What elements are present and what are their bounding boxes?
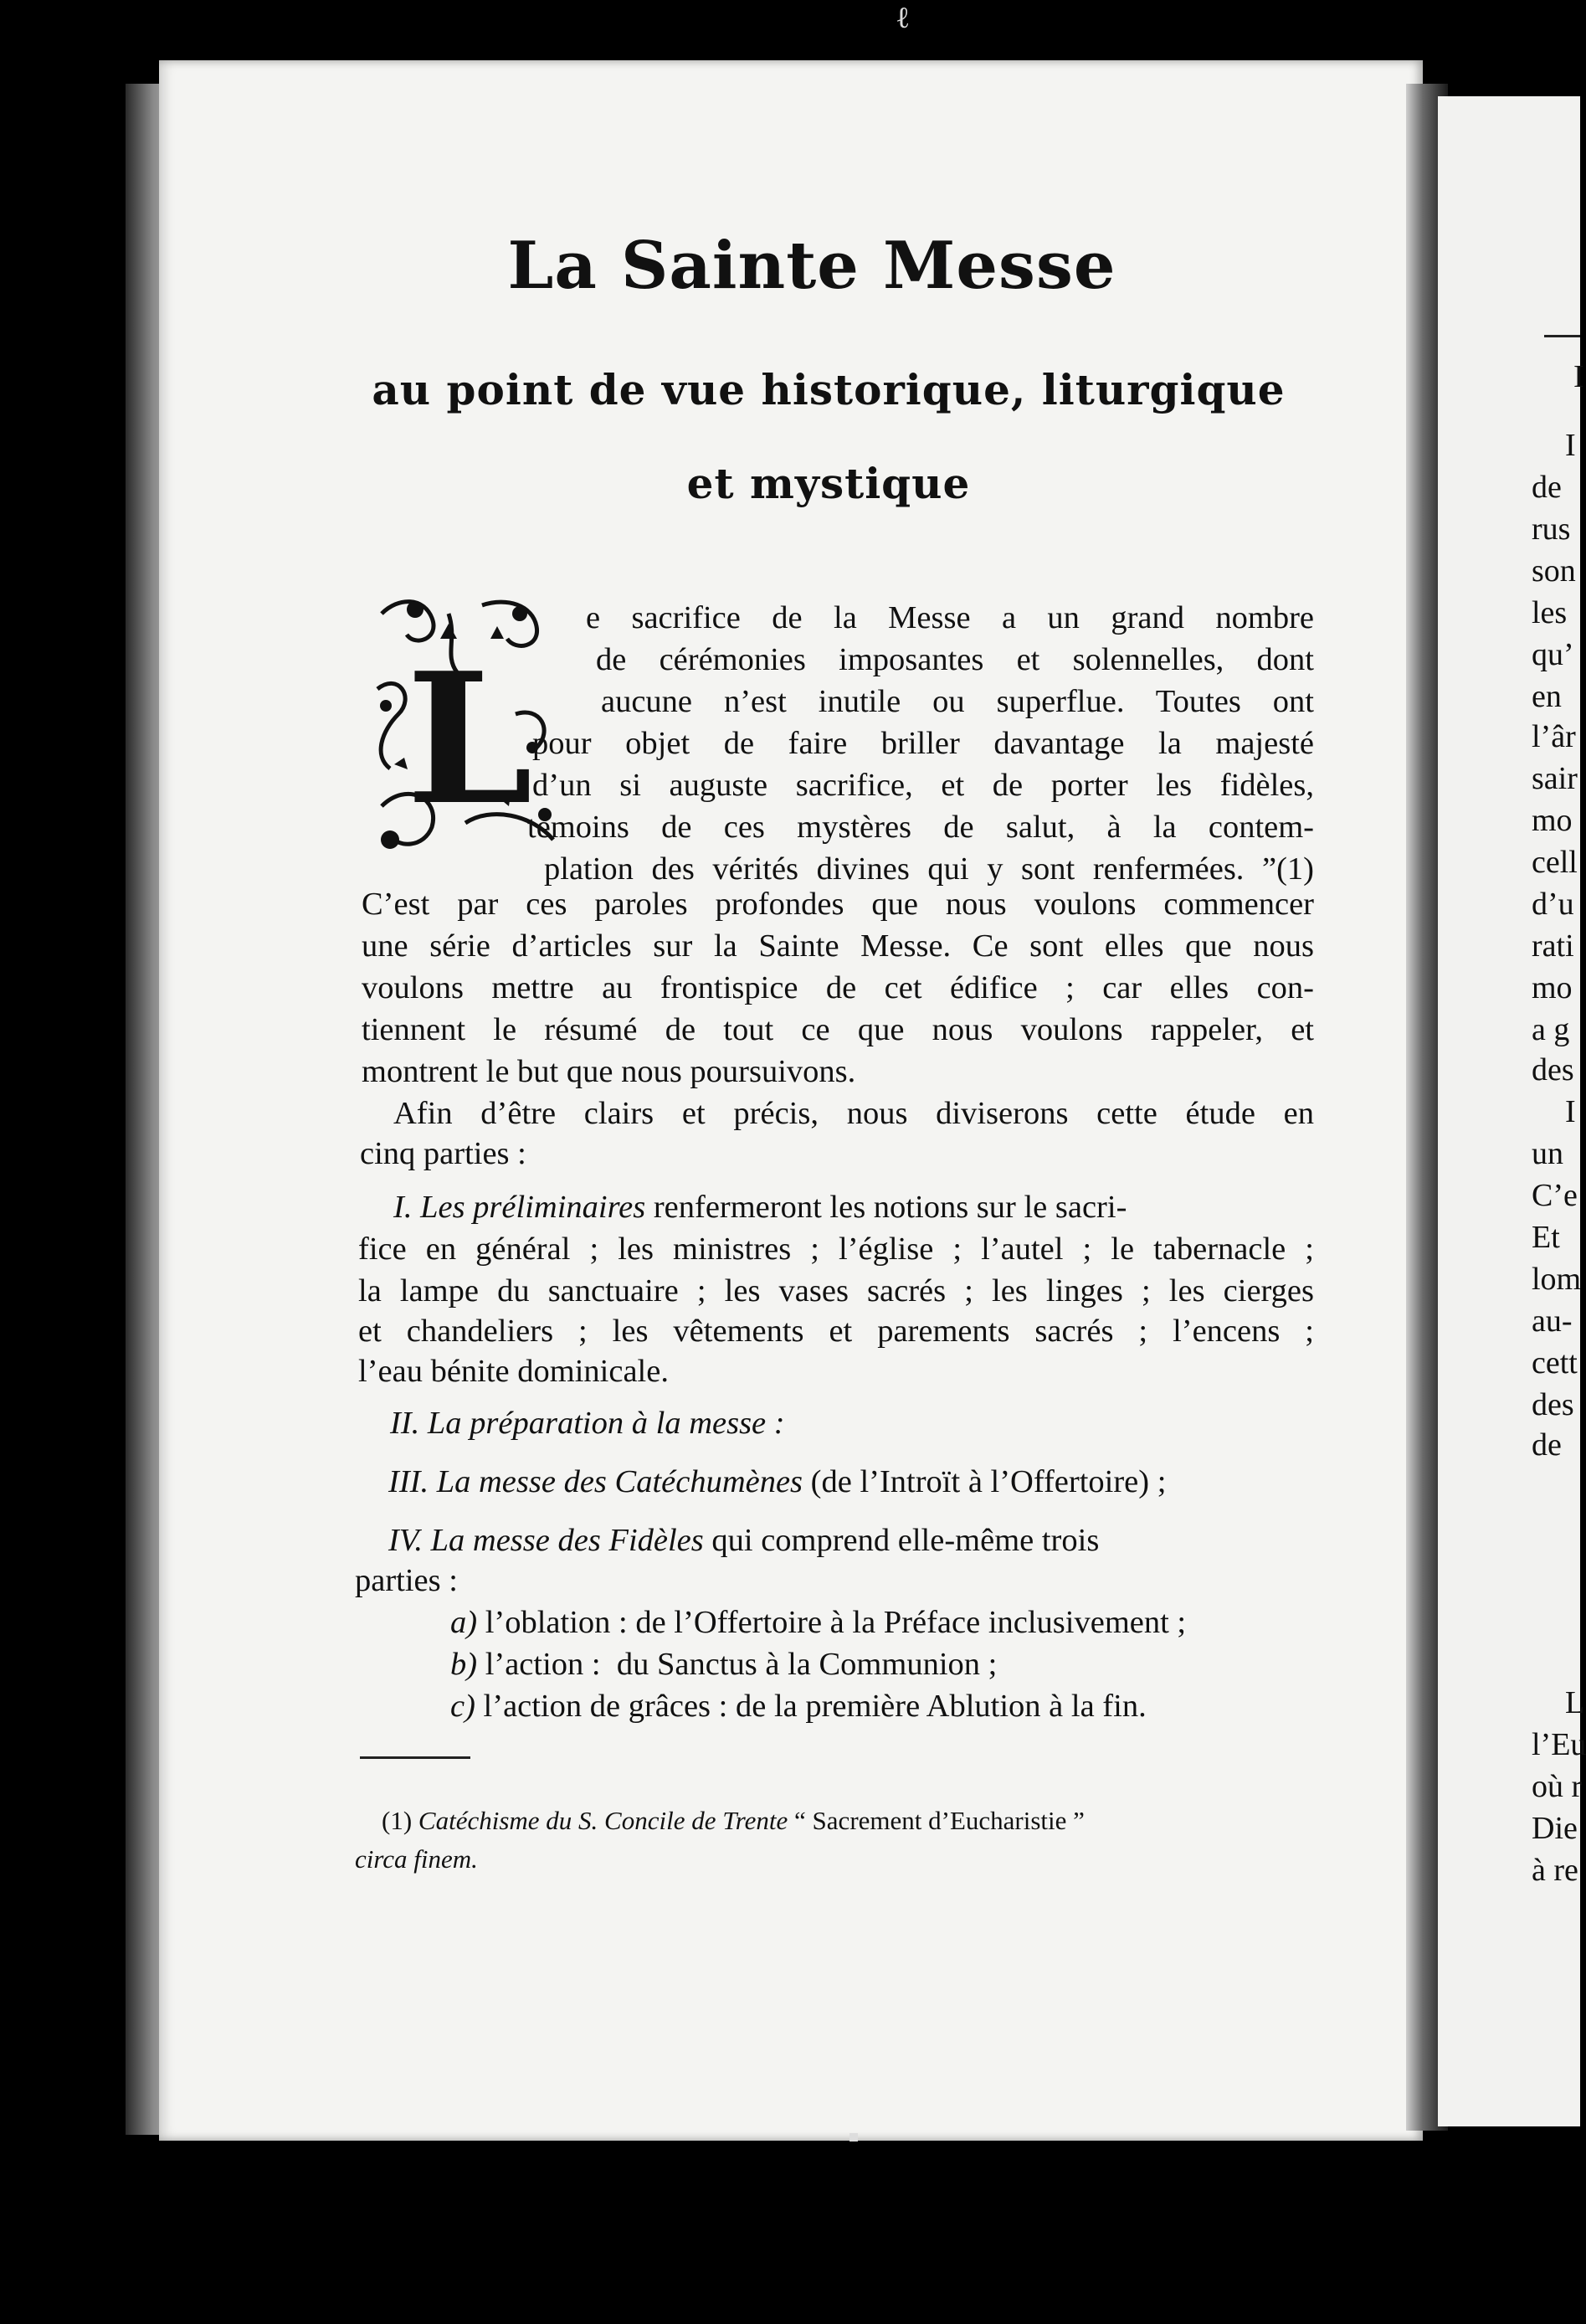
scan-mark-top: ℓ <box>896 1 911 34</box>
adjacent-fragment: lom <box>1532 1262 1582 1297</box>
adjacent-fragment: Die <box>1532 1811 1578 1846</box>
para1-line-1: C’est par ces paroles profondes que nous voulons commencer <box>362 887 1314 922</box>
page-title: La Sainte Messe <box>507 228 1116 304</box>
section4-line-2: parties : <box>355 1563 458 1598</box>
adjacent-fragment: où r <box>1532 1769 1583 1804</box>
adjacent-fragment: son <box>1532 553 1576 589</box>
adjacent-fragment: en <box>1532 679 1562 714</box>
section1-line-2: fice en général ; les ministres ; l’église ; l’autel ; le tabernacle ; <box>358 1231 1314 1267</box>
adjacent-fragment: I <box>1565 428 1576 463</box>
adjacent-fragment: de <box>1532 1427 1562 1463</box>
subpart-a-text: l’oblation : de l’Offertoire à la Préface inclusivement ; <box>477 1605 1187 1640</box>
adjacent-fragment: mo <box>1532 970 1573 1005</box>
adjacent-fragment: un <box>1532 1136 1563 1171</box>
para1-line-2: une série d’articles sur la Sainte Messe. Ce sont elles que nous <box>362 928 1314 964</box>
adjacent-fragment: rati <box>1532 928 1574 964</box>
section3-text: (de l’Introït à l’Offertoire) ; <box>803 1464 1167 1499</box>
adjacent-fragment: l’Eu <box>1532 1727 1586 1762</box>
footnote-line-2: circa finem. <box>355 1844 478 1874</box>
subtitle-line-1: au point de vue historique, liturgique <box>372 365 1286 414</box>
intro-line-6: témoins de ces mystères de salut, à la contem- <box>527 810 1314 845</box>
section4-line-1 <box>388 1522 1314 1559</box>
adjacent-fragment: cell <box>1532 845 1578 880</box>
para2-line-1: Afin d’être clairs et précis, nous diviserons cette étude en <box>393 1096 1314 1131</box>
subpart-b <box>450 1646 997 1683</box>
section1-line-4: et chandeliers ; les vêtements et parements sacrés ; l’encens ; <box>358 1314 1314 1349</box>
section4-title: IV. La messe des Fidèles <box>388 1523 704 1558</box>
para1-line-4: tiennent le résumé de tout ce que nous voulons rappeler, et <box>362 1012 1314 1047</box>
adjacent-fragment: Et <box>1532 1220 1560 1255</box>
adjacent-fragment: I <box>1573 359 1584 394</box>
drop-cap-letter: L <box>406 633 533 845</box>
intro-line-2: de cérémonies imposantes et solennelles, dont <box>596 642 1314 677</box>
adjacent-page-dash <box>1544 335 1580 337</box>
section1-title: I. Les préliminaires <box>393 1190 646 1225</box>
adjacent-fragment: des <box>1532 1052 1574 1087</box>
footnote-line-1 <box>382 1805 1085 1837</box>
subpart-a-letter: a) <box>450 1605 478 1640</box>
adjacent-fragment: I <box>1565 1094 1576 1129</box>
para1-line-3: voulons mettre au frontispice de cet édifice ; car elles con- <box>362 970 1314 1005</box>
intro-line-3: aucune n’est inutile ou superflue. Toutes ont <box>601 684 1314 719</box>
section1-heading-line <box>393 1189 1314 1226</box>
adjacent-fragment: des <box>1532 1387 1574 1422</box>
section4-text: qui comprend elle-même trois <box>703 1523 1100 1558</box>
section1-text: renfermeront les notions sur le sacri- <box>645 1190 1127 1225</box>
subpart-b-text: l’action : du Sanctus à la Communion ; <box>477 1647 998 1682</box>
subpart-c <box>450 1688 1147 1725</box>
para2-line-2: cinq parties : <box>360 1136 526 1171</box>
adjacent-fragment: l’âr <box>1532 719 1576 754</box>
adjacent-fragment: L <box>1565 1685 1585 1720</box>
adjacent-fragment: d’u <box>1532 887 1574 922</box>
adjacent-fragment: a g <box>1532 1012 1570 1047</box>
adjacent-fragment: mo <box>1532 803 1573 838</box>
adjacent-fragment: au- <box>1532 1303 1573 1339</box>
subtitle-line-2: et mystique <box>686 459 971 508</box>
section2-title: II. La préparation à la messe : <box>390 1406 785 1441</box>
adjacent-fragment: cett <box>1532 1345 1578 1381</box>
adjacent-fragment: de <box>1532 470 1562 505</box>
para1-line-5: montrent le but que nous poursuivons. <box>362 1054 856 1089</box>
subpart-b-letter: b) <box>450 1647 478 1682</box>
intro-line-5: d’un si auguste sacrifice, et de porter les fidèles, <box>532 768 1314 803</box>
adjacent-fragment: rus <box>1532 512 1571 547</box>
adjacent-fragment: les <box>1532 595 1568 630</box>
scan-mark-bottom <box>849 2133 858 2141</box>
adjacent-fragment: sair <box>1532 761 1578 796</box>
section1-line-3: la lampe du sanctuaire ; les vases sacrés ; les linges ; les cierges <box>358 1273 1314 1309</box>
subpart-c-letter: c) <box>450 1689 475 1724</box>
subpart-c-text: l’action de grâces : de la première Ablution à la fin. <box>475 1689 1147 1724</box>
footnote-number: (1) <box>382 1806 413 1835</box>
intro-line-7: plation des vérités divines qui y sont renfermées. ”(1) <box>544 851 1314 887</box>
adjacent-fragment: à re <box>1532 1853 1578 1888</box>
section1-line-5: l’eau bénite dominicale. <box>358 1354 669 1389</box>
footnote-rule <box>360 1756 470 1759</box>
section3-line <box>388 1463 1166 1500</box>
section3-title: III. La messe des Catéchumènes <box>388 1464 803 1499</box>
subpart-a <box>450 1604 1186 1641</box>
adjacent-fragment: C’e <box>1532 1178 1578 1213</box>
intro-line-4: pour objet de faire briller davantage la majesté <box>532 726 1314 761</box>
footnote-title: “ Sacrement d’Eucharistie ” <box>788 1806 1085 1835</box>
footnote-source: Catéchisme du S. Concile de Trente <box>412 1806 788 1835</box>
intro-line-1: e sacrifice de la Messe a un grand nombre <box>586 600 1314 635</box>
adjacent-fragment: qu’ <box>1532 637 1574 672</box>
